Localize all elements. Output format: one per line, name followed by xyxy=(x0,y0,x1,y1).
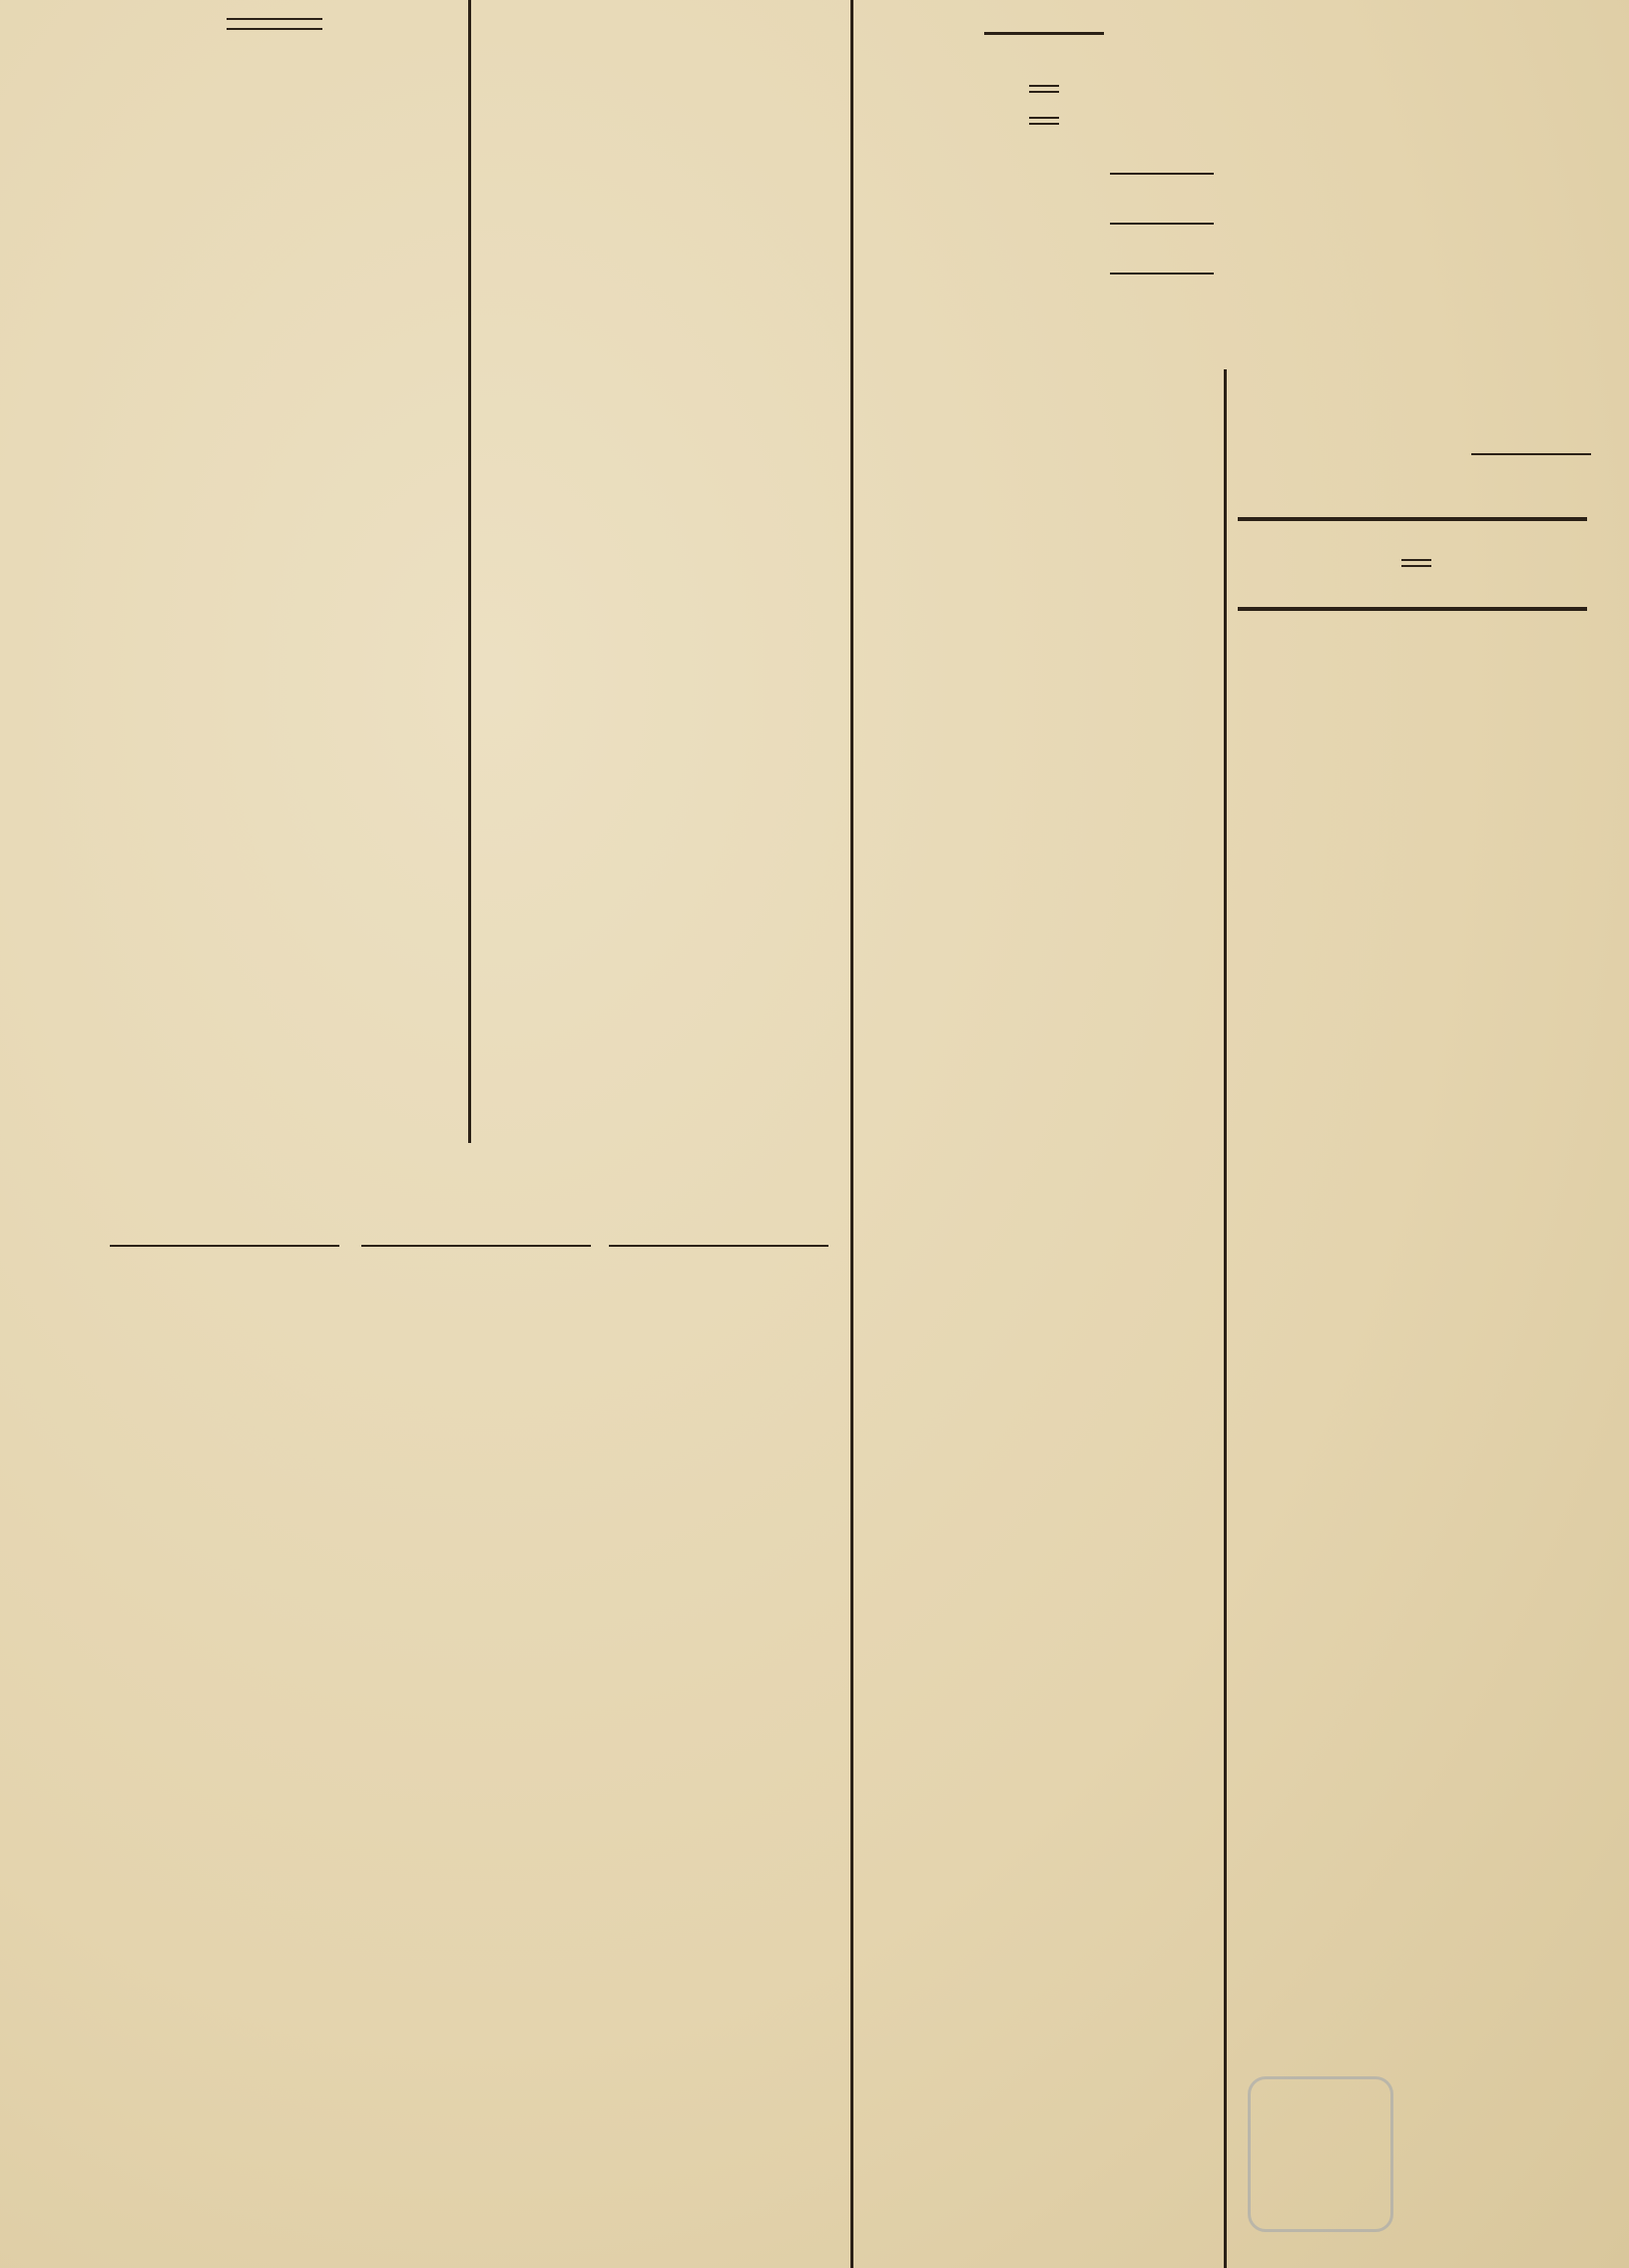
lote-summary xyxy=(1238,395,1595,491)
separator-rule xyxy=(984,32,1104,35)
lote-header xyxy=(870,139,1218,173)
ornament xyxy=(1029,117,1059,125)
column-rule xyxy=(1224,369,1227,2268)
separator-rule xyxy=(1238,517,1587,521)
ornament xyxy=(1401,559,1431,567)
column-1 xyxy=(100,0,449,30)
lote-total xyxy=(1110,223,1214,255)
lote-total xyxy=(1110,273,1214,304)
ornament xyxy=(1029,85,1059,93)
watermark-seal xyxy=(1248,2076,1393,2232)
lote-total xyxy=(1110,173,1214,205)
column-rule xyxy=(850,0,853,2268)
modelo-header xyxy=(110,1179,828,1239)
header-rules xyxy=(110,1239,828,1253)
column-rule xyxy=(468,0,471,1143)
column-3 xyxy=(870,0,1218,322)
separator-rule xyxy=(1238,607,1587,611)
column-4 xyxy=(1238,0,1595,627)
ornament-rule xyxy=(227,18,322,30)
summary-total xyxy=(1471,453,1591,457)
modelo-block xyxy=(110,1161,828,1261)
